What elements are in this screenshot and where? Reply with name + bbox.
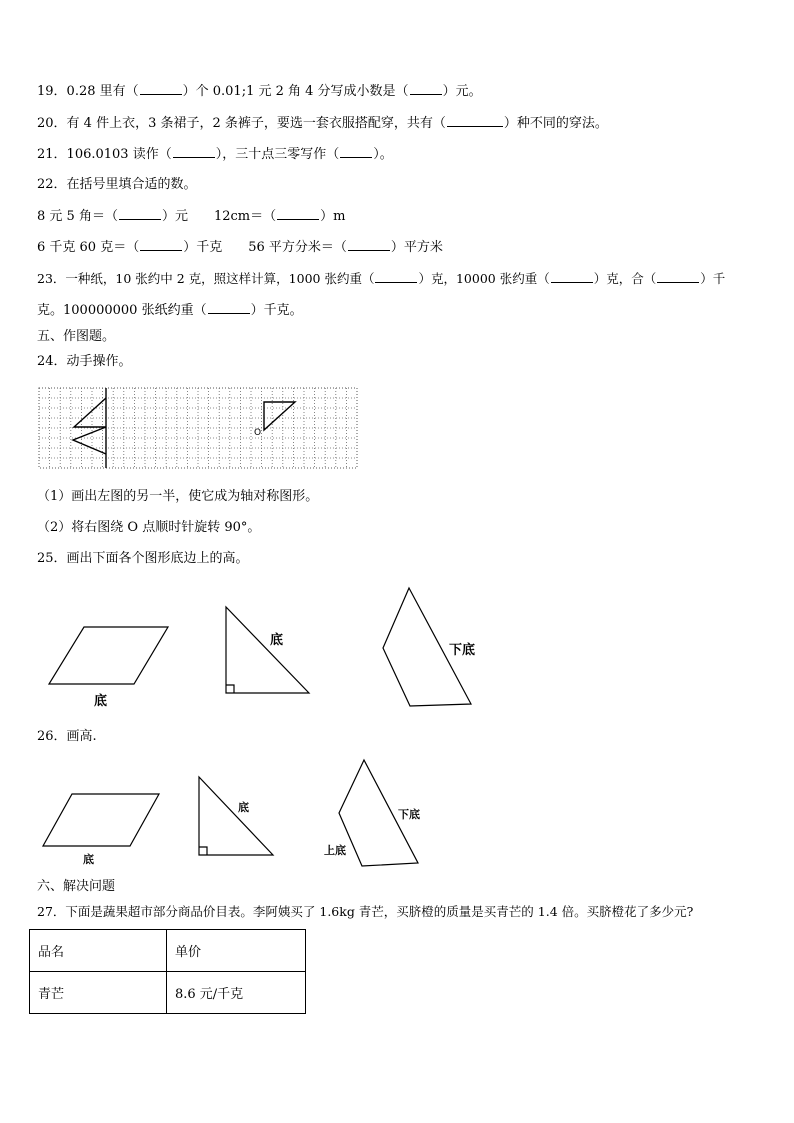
- answer-blank[interactable]: [348, 238, 390, 251]
- answer-blank[interactable]: [551, 270, 593, 283]
- answer-blank[interactable]: [410, 82, 442, 95]
- q23-text-b: ）克，10000 张约重（: [418, 271, 550, 286]
- q22-r1-text-b: ）元: [161, 209, 188, 224]
- left-half-figure: [73, 388, 106, 468]
- answer-blank[interactable]: [140, 82, 182, 95]
- answer-blank[interactable]: [657, 270, 699, 283]
- q19-text-b: ）个 0.01;1 元 2 角 4 分写成小数是（: [182, 84, 409, 99]
- right-triangle-figure: [264, 402, 295, 430]
- dotted-grid: [39, 388, 357, 468]
- table-cell-name: 青芒: [30, 972, 167, 1014]
- answer-blank[interactable]: [340, 145, 372, 158]
- q26-title: 26．画高.: [37, 729, 97, 744]
- section-5-heading: 五、作图题。: [37, 329, 116, 344]
- q24-sub-1: （1）画出左图的另一半，使它成为轴对称图形。: [37, 489, 319, 504]
- q26-right-triangle: [199, 777, 273, 855]
- q24-title: 24．动手操作。: [37, 354, 132, 369]
- q22-r2-text-d: ）平方米: [390, 240, 443, 255]
- q22-r1-text-c: 12cm＝（: [213, 209, 277, 224]
- q26-parallelogram: [43, 794, 159, 846]
- section-6-heading: 六、解决问题: [37, 879, 116, 894]
- q22-row-2: [37, 238, 443, 257]
- q22-r2-text-c: 56 平方分米＝（: [248, 240, 347, 255]
- q26-trapezoid-bottom-label: 下底: [398, 808, 420, 821]
- q25-parallelogram-label: 底: [94, 694, 108, 709]
- question-20: [37, 114, 608, 133]
- q22-r2-text-a: 6 千克 60 克＝（: [37, 240, 140, 255]
- q19-text-c: ）元。: [442, 84, 482, 99]
- answer-blank[interactable]: [277, 207, 319, 220]
- q22-title: 22．在括号里填合适的数。: [37, 177, 197, 192]
- question-23-line-1: [37, 270, 725, 288]
- table-row: [30, 972, 306, 1014]
- q22-r2-text-b: ）千克: [183, 240, 223, 255]
- answer-blank[interactable]: [208, 301, 250, 314]
- q20-text-a: 20．有 4 件上衣，3 条裙子，2 条裤子，要选一套衣服搭配穿，共有（: [37, 116, 446, 131]
- q23-text-d: ）千: [700, 271, 726, 286]
- answer-blank[interactable]: [173, 145, 215, 158]
- q21-text-a: 21．106.0103 读作（: [37, 147, 172, 162]
- q23-text-c: ）克，合（: [593, 271, 657, 286]
- q23-text-e: 克。100000000 张纸约重（: [37, 303, 207, 318]
- q26-parallelogram-label: 底: [83, 853, 94, 866]
- question-21: [37, 145, 393, 164]
- table-row: [30, 930, 306, 972]
- answer-blank[interactable]: [140, 238, 182, 251]
- q24-sub-2: （2）将右图绕 O 点顺时针旋转 90°。: [37, 520, 261, 535]
- question-23-line-2: [37, 301, 303, 320]
- price-table: [29, 929, 306, 1014]
- q25-right-triangle: [226, 607, 309, 693]
- answer-blank[interactable]: [119, 207, 161, 220]
- table-header-price: 单价: [167, 930, 306, 972]
- table-cell-price: 8.6 元/千克: [167, 972, 306, 1014]
- q25-title: 25．画出下面各个图形底边上的高。: [37, 551, 249, 566]
- q22-r1-text-d: ）m: [320, 209, 346, 224]
- q23-text-f: ）千克。: [250, 303, 303, 318]
- point-o-label: O: [254, 428, 262, 438]
- q25-trapezoid-label: 下底: [449, 643, 476, 658]
- q19-text-a: 19．0.28 里有（: [37, 84, 139, 99]
- answer-blank[interactable]: [447, 114, 503, 127]
- q21-text-b: ），三十点三零写作（: [215, 147, 340, 162]
- q25-parallelogram: [49, 627, 168, 684]
- q27-text: 27．下面是蔬果超市部分商品价目表。李阿姨买了 1.6kg 青芒，买脐橙的质量是买青芒的 1.4 倍。买脐橙花了多少元?: [37, 904, 694, 919]
- q22-row-1: [37, 207, 345, 226]
- q20-text-b: ）种不同的穿法。: [503, 116, 608, 131]
- answer-blank[interactable]: [375, 270, 417, 283]
- q25-triangle-label: 底: [270, 633, 284, 648]
- q23-text-a: 23．一种纸，10 张约中 2 克，照这样计算，1000 张约重（: [37, 271, 375, 286]
- q26-trapezoid-top-label: 上底: [324, 844, 346, 857]
- q26-triangle-label: 底: [238, 801, 249, 814]
- q22-r1-text-a: 8 元 5 角＝（: [37, 209, 118, 224]
- q21-text-c: ）。: [373, 147, 393, 162]
- table-header-name: 品名: [30, 930, 167, 972]
- question-19: [37, 82, 482, 101]
